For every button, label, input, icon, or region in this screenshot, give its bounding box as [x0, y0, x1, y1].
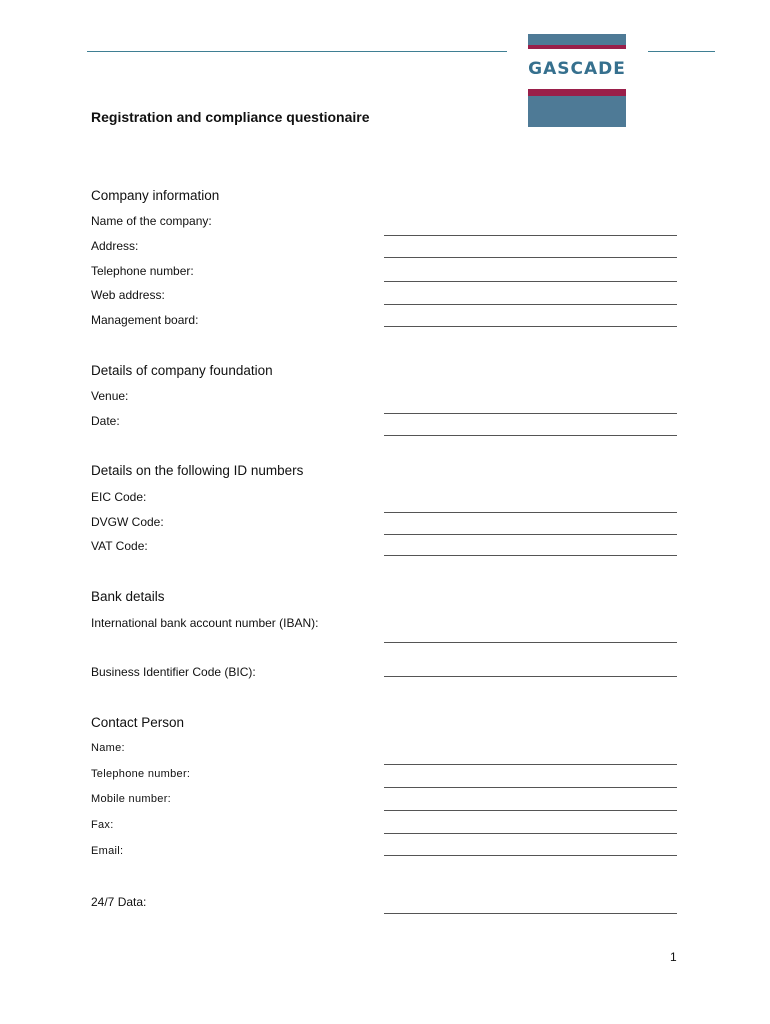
header-rule-left	[87, 51, 507, 52]
address-field[interactable]	[384, 257, 677, 258]
email-field[interactable]	[384, 855, 677, 856]
page-title: Registration and compliance questionaire	[91, 109, 370, 125]
logo-stripe	[528, 89, 626, 96]
date-field[interactable]	[384, 435, 677, 436]
label-24-7-data: 24/7 Data:	[91, 895, 147, 909]
label-venue: Venue:	[91, 389, 129, 403]
logo-text: GASCADE	[528, 49, 626, 89]
label-contact-telephone: Telephone number:	[91, 768, 191, 780]
mobile-field[interactable]	[384, 810, 677, 811]
label-iban: International bank account number (IBAN):	[91, 616, 319, 630]
label-mobile: Mobile number:	[91, 793, 172, 805]
dvgw-code-field[interactable]	[384, 534, 677, 535]
label-eic-code: EIC Code:	[91, 490, 147, 504]
fax-field[interactable]	[384, 833, 677, 834]
section-heading-foundation: Details of company foundation	[91, 363, 273, 378]
venue-field[interactable]	[384, 413, 677, 414]
label-vat-code: VAT Code:	[91, 539, 148, 553]
page-number: 1	[670, 950, 677, 964]
section-heading-company: Company information	[91, 188, 220, 203]
header-rule-right	[648, 51, 715, 52]
section-heading-id-numbers: Details on the following ID numbers	[91, 463, 304, 478]
label-web-address: Web address:	[91, 288, 165, 302]
bic-field[interactable]	[384, 676, 677, 677]
iban-field[interactable]	[384, 642, 677, 643]
web-address-field[interactable]	[384, 304, 677, 305]
label-email: Email:	[91, 845, 124, 857]
label-contact-name: Name:	[91, 742, 125, 754]
telephone-field[interactable]	[384, 281, 677, 282]
label-telephone: Telephone number:	[91, 264, 194, 278]
label-dvgw-code: DVGW Code:	[91, 515, 164, 529]
label-address: Address:	[91, 239, 139, 253]
section-heading-contact: Contact Person	[91, 715, 185, 730]
contact-telephone-field[interactable]	[384, 787, 677, 788]
section-heading-bank: Bank details	[91, 589, 165, 604]
label-bic: Business Identifier Code (BIC):	[91, 665, 256, 679]
label-date: Date:	[91, 414, 120, 428]
label-management-board: Management board:	[91, 313, 199, 327]
data-24-7-field[interactable]	[384, 913, 677, 914]
vat-code-field[interactable]	[384, 555, 677, 556]
label-company-name: Name of the company:	[91, 214, 212, 228]
label-fax: Fax:	[91, 819, 114, 831]
management-board-field[interactable]	[384, 326, 677, 327]
eic-code-field[interactable]	[384, 512, 677, 513]
gascade-logo	[528, 34, 626, 127]
company-name-field[interactable]	[384, 235, 677, 236]
contact-name-field[interactable]	[384, 764, 677, 765]
